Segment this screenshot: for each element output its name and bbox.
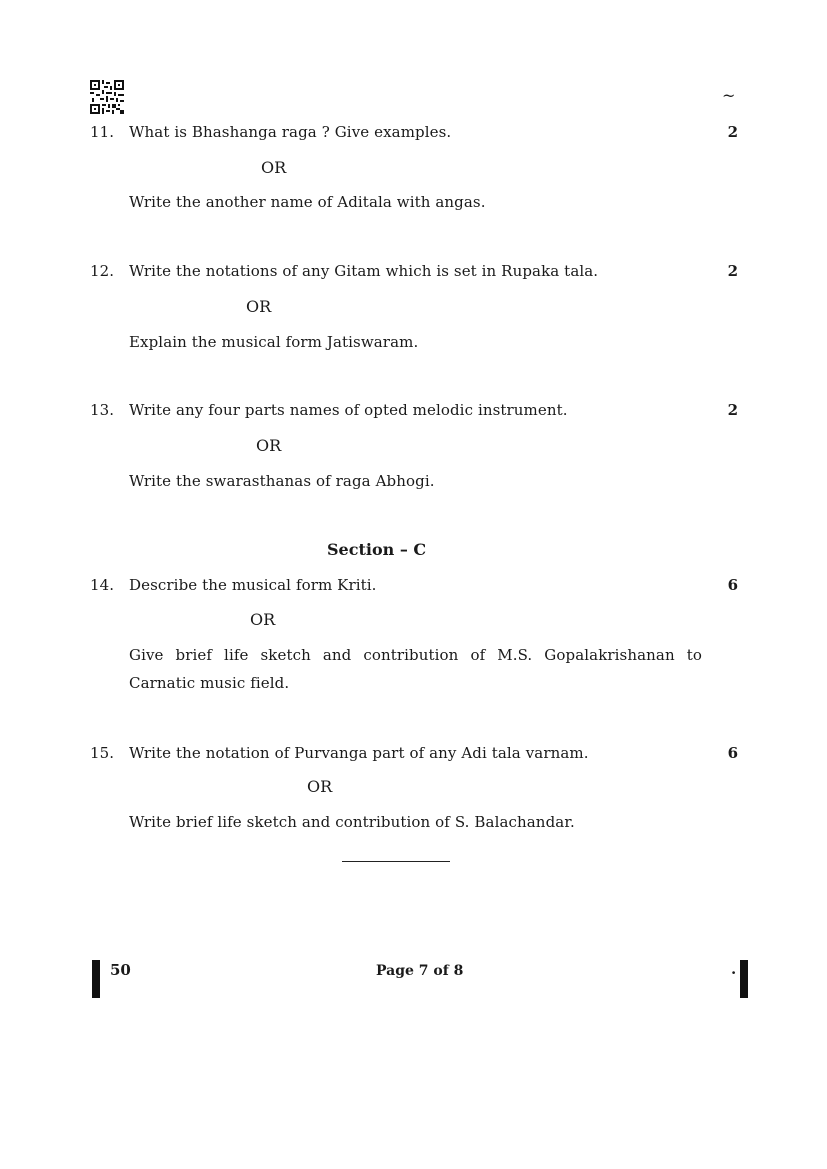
alternative-text-line-1: Give brief life sketch and contribution of M.S. Gopalakrishanan to [129, 646, 702, 664]
or-label: OR [246, 297, 272, 316]
footer-bar-right [740, 960, 748, 998]
alternative-text: Write the swarasthanas of raga Abhogi. [129, 472, 435, 490]
question-text: Write any four parts names of opted melodic instrument. [129, 401, 568, 419]
question-text: What is Bhashanga raga ? Give examples. [129, 123, 452, 141]
question-number: 14. [90, 576, 115, 594]
footer-dot: . [731, 960, 737, 978]
question-number: 15. [90, 744, 115, 762]
question-marks: 6 [727, 576, 738, 594]
question-number: 13. [90, 401, 115, 419]
question-number: 11. [90, 123, 115, 141]
question-text: Write the notation of Purvanga part of any Adi tala varnam. [129, 744, 589, 762]
alternative-text: Explain the musical form Jatiswaram. [129, 333, 419, 351]
page-number: Page 7 of 8 [376, 963, 464, 979]
alternative-text-line-2: Carnatic music field. [129, 674, 290, 692]
or-label: OR [261, 158, 287, 177]
question-marks: 2 [727, 262, 738, 280]
or-label: OR [250, 610, 276, 629]
or-label: OR [307, 777, 333, 796]
alternative-text: Write the another name of Aditala with angas. [129, 193, 486, 211]
section-title: Section – C [327, 540, 427, 559]
question-text: Describe the musical form Kriti. [129, 576, 377, 594]
header-tilde: ~ [722, 86, 736, 105]
or-label: OR [256, 436, 282, 455]
question-text: Write the notations of any Gitam which is set in Rupaka tala. [129, 262, 599, 280]
end-rule [342, 861, 450, 862]
footer-bar-left [92, 960, 100, 998]
question-number: 12. [90, 262, 115, 280]
question-marks: 2 [727, 123, 738, 141]
footer-code: 50 [110, 961, 131, 979]
question-marks: 6 [727, 744, 738, 762]
qr-code-icon [90, 80, 124, 114]
question-marks: 2 [727, 401, 738, 419]
alternative-text: Write brief life sketch and contribution of S. Balachandar. [129, 813, 575, 831]
